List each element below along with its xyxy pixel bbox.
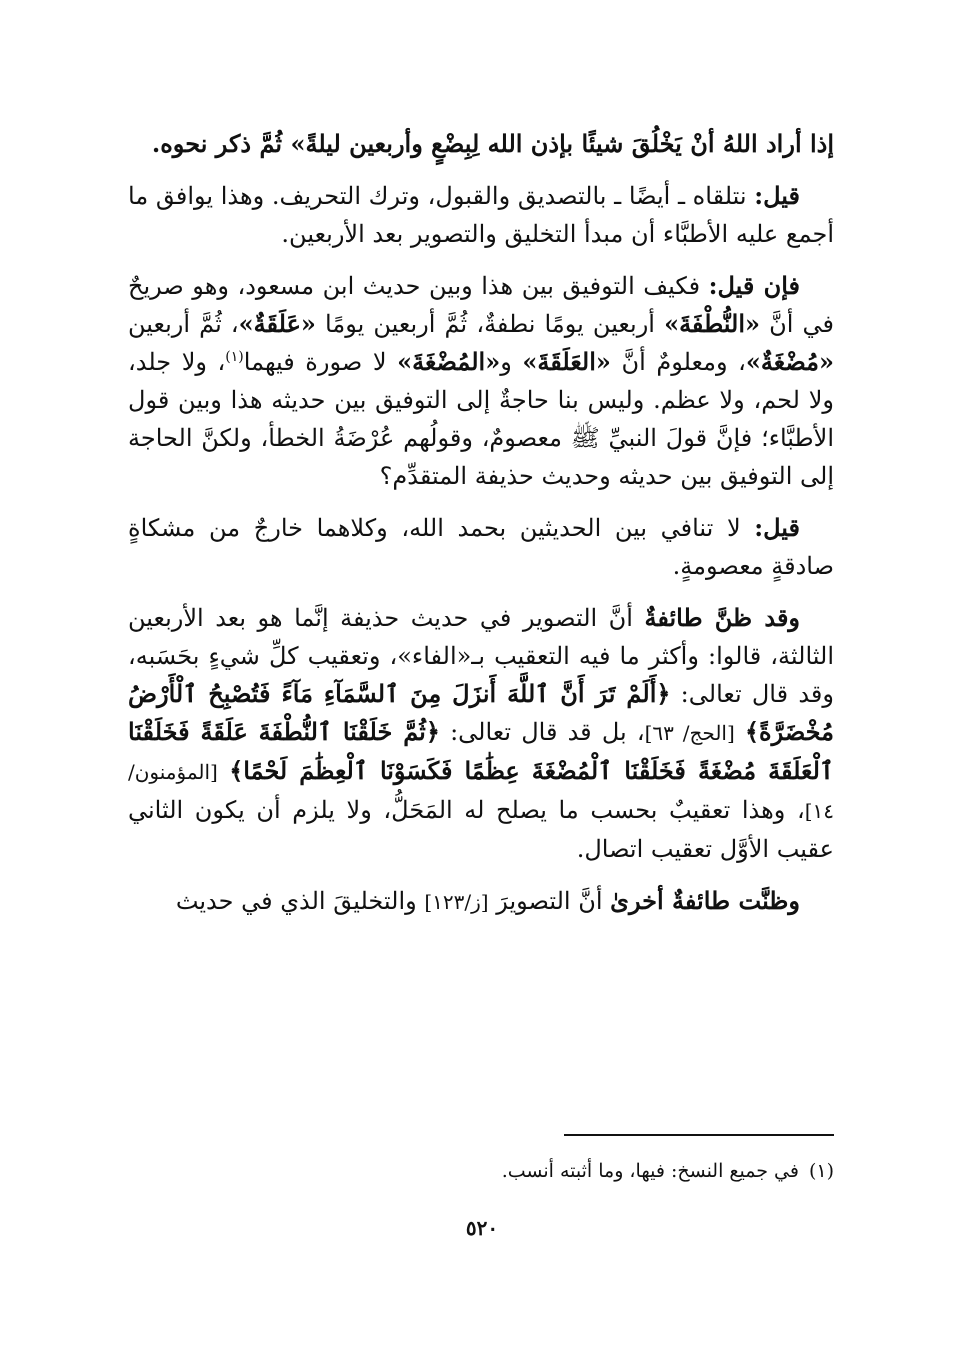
footnote-reference[interactable]: (١) <box>225 349 244 365</box>
p6-t2: والتخليقَ الذي في حديث <box>175 887 425 915</box>
paragraph-6 <box>128 882 834 921</box>
footnote-text: في جميع النسخ: فيها، وما أثبته أنسب. <box>501 1160 799 1182</box>
quran-verse-2: ﴿ثُمَّ خَلَقْنَا ٱلنُّطْفَةَ عَلَقَةً فَخَلَقْنَا ٱلْعَلَقَةَ مُضْغَةً فَخَلَقْنَا ٱلْمُضْغَةَ عِظَٰمًا فَكَسَوْنَا ٱلْعِظَٰمَ لَحْمًا﴾ <box>128 717 834 785</box>
paragraph-2 <box>128 177 834 253</box>
p3-q2: «عَلَقَةٌ» <box>238 309 316 338</box>
manuscript-ref: [ز/١٢٣] <box>424 890 489 914</box>
p4-lead: قيل: <box>754 513 800 542</box>
paragraph-4 <box>128 509 834 585</box>
p3-t4: ، ومعلومٌ أنَّ <box>610 348 746 376</box>
p3-q3: «مُضْغَةٌ» <box>745 347 835 376</box>
paragraph-3 <box>128 267 834 495</box>
p5-t2: ، بل قد قال تعالى: <box>439 718 645 746</box>
p3-t2: أربعين يومًا نطفةٌ، ثُمَّ أربعين يومًا <box>315 310 665 338</box>
p5-t1: أنَّ التصوير في حديث حذيفة إنَّما هو بعد الأربعين الثالثة، قالوا: وأكثر ما فيه التعقيب بـ«الفاء»، وتعقيب كلِّ شيءٍ بحَسَبه، وقد قال تعالى: <box>128 604 834 708</box>
p6-t1: أنَّ التصويرَ <box>488 887 611 915</box>
paragraph-1 <box>128 125 834 163</box>
p4-text: لا تنافي بين الحديثين بحمد الله، وكلاهما خارجٌ من مشكاةٍ صادقةٍ معصومةٍ. <box>128 514 834 580</box>
main-text <box>128 125 834 935</box>
p3-t5: و <box>500 348 523 376</box>
p5-t3: ، وهذا تعقيبٌ بحسب ما يصلح له المَحَلُّ، ولا يلزم أن يكون الثاني عقيب الأوَّل تعقيب اتصال. <box>128 796 834 863</box>
verse-ref-1: [الحج/ ٦٣] <box>644 721 735 745</box>
footnote <box>128 1156 834 1186</box>
p3-lead: فإن قيل: <box>708 271 800 300</box>
p2-lead: قيل: <box>754 181 800 210</box>
p6-lead: وظنَّت طائفةٌ أخرىٰ <box>610 886 800 915</box>
p3-t1: فكيف التوفيق بين هذا وبين حديث ابن مسعود، وهو صريحٌ في أنَّ <box>128 272 834 338</box>
p5-lead: وقد ظنَّ طائفةٌ <box>644 603 801 632</box>
p3-q1: «النُّطْفَةَ» <box>664 309 760 338</box>
p3-q5: «المُضْغَةَ» <box>397 347 501 376</box>
page-number: ٥٢٠ <box>465 1216 499 1240</box>
paragraph-5 <box>128 599 834 868</box>
footnote-number: (١) <box>808 1160 834 1182</box>
p3-q4: «العَلَقَةَ» <box>522 347 611 376</box>
p3-t7: ، ولا جلد، ولا لحم، ولا عظم. وليس بنا حاجةٌ إلى التوفيق بين حديثه هذا وبين قول الأطبَّاء؛ فإنَّ قولَ النبيِّ ﷺ معصومٌ، وقولُهم عُرْضَةُ الخطأ، ولكنَّ الحاجة إلى التوفيق بين حديثه وحديث حذيفة المتقدِّم؟ <box>128 348 835 490</box>
p3-t3: ، ثُمَّ أربعين <box>128 310 239 338</box>
p2-text: نتلقاه ـ أيضًا ـ بالتصديق والقبول، وترك التحريف. وهذا يوافق ما أجمع عليه الأطبَّاء أن مبدأ التخليق والتصوير بعد الأربعين. <box>128 182 834 248</box>
p1-text: إذا أراد اللهُ أنْ يَخْلُقَ شيئًا بإذن الله لِبِضْعٍ وأربعين ليلةً» ثُمَّ ذكر نحوه. <box>151 129 834 158</box>
p3-t6: لا صورة فيهما <box>243 348 398 376</box>
quran-verse-1: ﴿أَلَمْ تَرَ أَنَّ ٱللَّهَ أَنزَلَ مِنَ ٱلسَّمَآءِ مَآءً فَتُصْبِحُ ٱلْأَرْضُ مُخْضَرَّةً﴾ <box>128 679 834 746</box>
footnote-divider <box>564 1134 834 1136</box>
verse-ref-2: [المؤمنون/ ١٤] <box>128 760 834 823</box>
